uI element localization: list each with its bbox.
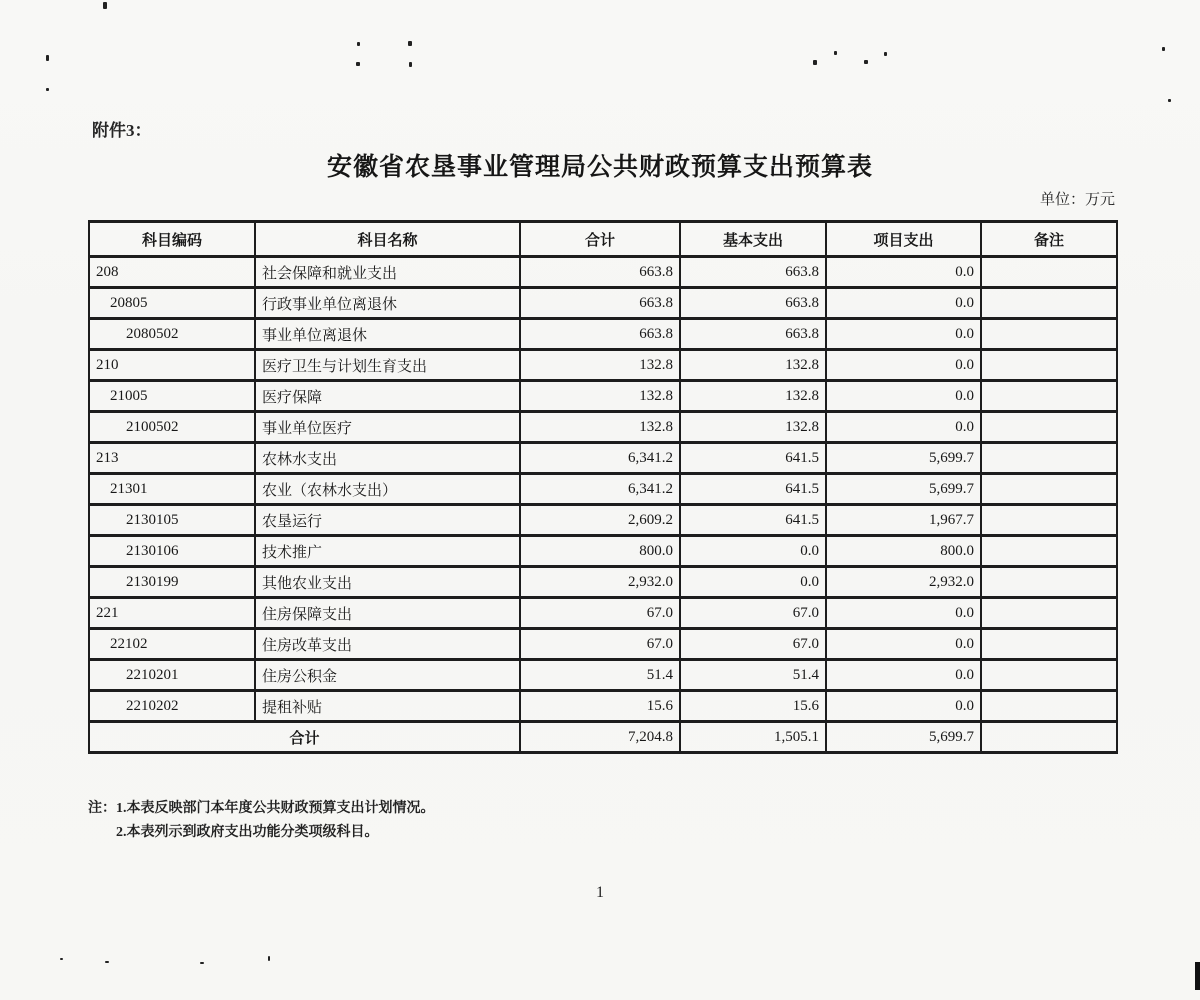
total-value: 132.8 <box>520 350 680 381</box>
grand-total-basic-value: 1,505.1 <box>680 722 826 753</box>
subject-name: 事业单位离退休 <box>255 319 520 350</box>
column-header-project-expenditure: 项目支出 <box>826 222 981 257</box>
subject-code: 2130105 <box>89 505 255 536</box>
subject-code: 2100502 <box>89 412 255 443</box>
scan-speck <box>105 961 109 963</box>
notes <box>88 797 435 845</box>
column-header-subject-name: 科目名称 <box>255 222 520 257</box>
total-value: 67.0 <box>520 629 680 660</box>
unit-label: 单位：万元 <box>1039 192 1115 208</box>
subject-code: 2210202 <box>89 691 255 722</box>
subject-code: 21005 <box>89 381 255 412</box>
project-expenditure-value: 0.0 <box>826 350 981 381</box>
scan-speck <box>864 60 868 64</box>
table-row <box>89 474 1117 505</box>
project-expenditure-value: 0.0 <box>826 660 981 691</box>
note-prefix: 注： <box>88 801 116 816</box>
total-value: 800.0 <box>520 536 680 567</box>
remark-cell <box>981 350 1117 381</box>
table-row <box>89 598 1117 629</box>
basic-expenditure-value: 67.0 <box>680 629 826 660</box>
subject-name: 住房公积金 <box>255 660 520 691</box>
total-value: 132.8 <box>520 412 680 443</box>
scan-speck <box>200 962 204 964</box>
remark-cell <box>981 567 1117 598</box>
basic-expenditure-value: 51.4 <box>680 660 826 691</box>
table-row <box>89 257 1117 288</box>
project-expenditure-value: 2,932.0 <box>826 567 981 598</box>
subject-name: 社会保障和就业支出 <box>255 257 520 288</box>
subject-code: 2130199 <box>89 567 255 598</box>
column-header-subject-code: 科目编码 <box>89 222 255 257</box>
total-value: 15.6 <box>520 691 680 722</box>
basic-expenditure-value: 132.8 <box>680 350 826 381</box>
project-expenditure-value: 0.0 <box>826 257 981 288</box>
note-line-2: 2.本表列示到政府支出功能分类项级科目。 <box>116 825 379 840</box>
column-header-basic-expenditure: 基本支出 <box>680 222 826 257</box>
subject-name: 提租补贴 <box>255 691 520 722</box>
scan-speck <box>60 958 63 960</box>
basic-expenditure-value: 663.8 <box>680 257 826 288</box>
column-header-remark: 备注 <box>981 222 1117 257</box>
table-row <box>89 412 1117 443</box>
basic-expenditure-value: 641.5 <box>680 443 826 474</box>
scan-speck <box>1162 47 1165 51</box>
page-number: 1 <box>596 884 604 901</box>
page-title: 安徽省农垦事业管理局公共财政预算支出预算表 <box>326 154 873 181</box>
remark-cell <box>981 412 1117 443</box>
table-row <box>89 443 1117 474</box>
scan-speck <box>1168 99 1171 102</box>
table-row <box>89 691 1117 722</box>
subject-code: 208 <box>89 257 255 288</box>
remark-cell <box>981 381 1117 412</box>
table-header-row <box>89 222 1117 257</box>
scan-speck <box>834 51 837 55</box>
subject-code: 2130106 <box>89 536 255 567</box>
remark-cell <box>981 319 1117 350</box>
total-value: 132.8 <box>520 381 680 412</box>
remark-cell <box>981 536 1117 567</box>
total-value: 663.8 <box>520 288 680 319</box>
total-value: 2,932.0 <box>520 567 680 598</box>
basic-expenditure-value: 132.8 <box>680 412 826 443</box>
scan-speck <box>46 55 49 61</box>
project-expenditure-value: 5,699.7 <box>826 474 981 505</box>
grand-total-label: 合计 <box>89 722 520 753</box>
scan-speck <box>408 41 412 46</box>
basic-expenditure-value: 663.8 <box>680 319 826 350</box>
table-row <box>89 350 1117 381</box>
table-row <box>89 567 1117 598</box>
subject-name: 农林水支出 <box>255 443 520 474</box>
remark-cell <box>981 288 1117 319</box>
subject-name: 医疗保障 <box>255 381 520 412</box>
table-row <box>89 629 1117 660</box>
basic-expenditure-value: 641.5 <box>680 505 826 536</box>
remark-cell <box>981 598 1117 629</box>
subject-name: 住房保障支出 <box>255 598 520 629</box>
basic-expenditure-value: 0.0 <box>680 536 826 567</box>
remark-cell <box>981 443 1117 474</box>
subject-name: 技术推广 <box>255 536 520 567</box>
project-expenditure-value: 0.0 <box>826 381 981 412</box>
subject-code: 2080502 <box>89 319 255 350</box>
remark-cell <box>981 474 1117 505</box>
table-row <box>89 319 1117 350</box>
project-expenditure-value: 0.0 <box>826 412 981 443</box>
subject-name: 住房改革支出 <box>255 629 520 660</box>
total-value: 663.8 <box>520 257 680 288</box>
scan-speck <box>813 60 817 65</box>
remark-cell <box>981 257 1117 288</box>
subject-name: 医疗卫生与计划生育支出 <box>255 350 520 381</box>
column-header-total: 合计 <box>520 222 680 257</box>
note-text-1: 1.本表反映部门本年度公共财政预算支出计划情况。 <box>116 801 435 816</box>
project-expenditure-value: 0.0 <box>826 691 981 722</box>
scan-speck <box>268 956 270 961</box>
table-total-row <box>89 722 1117 753</box>
remark-cell <box>981 629 1117 660</box>
subject-code: 20805 <box>89 288 255 319</box>
subject-name: 事业单位医疗 <box>255 412 520 443</box>
subject-code: 21301 <box>89 474 255 505</box>
subject-code: 210 <box>89 350 255 381</box>
scan-speck <box>46 88 49 91</box>
table-row <box>89 536 1117 567</box>
subject-name: 农垦运行 <box>255 505 520 536</box>
attachment-label: 附件3： <box>92 121 152 140</box>
remark-cell <box>981 505 1117 536</box>
basic-expenditure-value: 641.5 <box>680 474 826 505</box>
total-value: 67.0 <box>520 598 680 629</box>
basic-expenditure-value: 663.8 <box>680 288 826 319</box>
total-value: 2,609.2 <box>520 505 680 536</box>
grand-total-project-value: 5,699.7 <box>826 722 981 753</box>
remark-cell <box>981 722 1117 753</box>
scan-speck <box>356 62 360 66</box>
subject-name: 其他农业支出 <box>255 567 520 598</box>
scan-edge-artifact <box>1195 962 1200 990</box>
project-expenditure-value: 5,699.7 <box>826 443 981 474</box>
project-expenditure-value: 800.0 <box>826 536 981 567</box>
table-row <box>89 660 1117 691</box>
total-value: 6,341.2 <box>520 443 680 474</box>
basic-expenditure-value: 67.0 <box>680 598 826 629</box>
table-row <box>89 288 1117 319</box>
subject-code: 22102 <box>89 629 255 660</box>
basic-expenditure-value: 132.8 <box>680 381 826 412</box>
subject-name: 行政事业单位离退休 <box>255 288 520 319</box>
scan-speck <box>357 42 360 46</box>
basic-expenditure-value: 0.0 <box>680 567 826 598</box>
note-line-1 <box>88 797 435 821</box>
scan-speck <box>884 52 887 56</box>
total-value: 6,341.2 <box>520 474 680 505</box>
project-expenditure-value: 0.0 <box>826 288 981 319</box>
basic-expenditure-value: 15.6 <box>680 691 826 722</box>
subject-code: 221 <box>89 598 255 629</box>
subject-code: 213 <box>89 443 255 474</box>
table-row <box>89 505 1117 536</box>
subject-code: 2210201 <box>89 660 255 691</box>
remark-cell <box>981 691 1117 722</box>
subject-name: 农业（农林水支出） <box>255 474 520 505</box>
scan-speck <box>409 62 412 67</box>
total-value: 663.8 <box>520 319 680 350</box>
budget-table <box>88 220 1116 754</box>
table-row <box>89 381 1117 412</box>
project-expenditure-value: 0.0 <box>826 319 981 350</box>
project-expenditure-value: 0.0 <box>826 598 981 629</box>
project-expenditure-value: 0.0 <box>826 629 981 660</box>
scan-speck <box>103 2 107 9</box>
grand-total-value: 7,204.8 <box>520 722 680 753</box>
project-expenditure-value: 1,967.7 <box>826 505 981 536</box>
total-value: 51.4 <box>520 660 680 691</box>
remark-cell <box>981 660 1117 691</box>
